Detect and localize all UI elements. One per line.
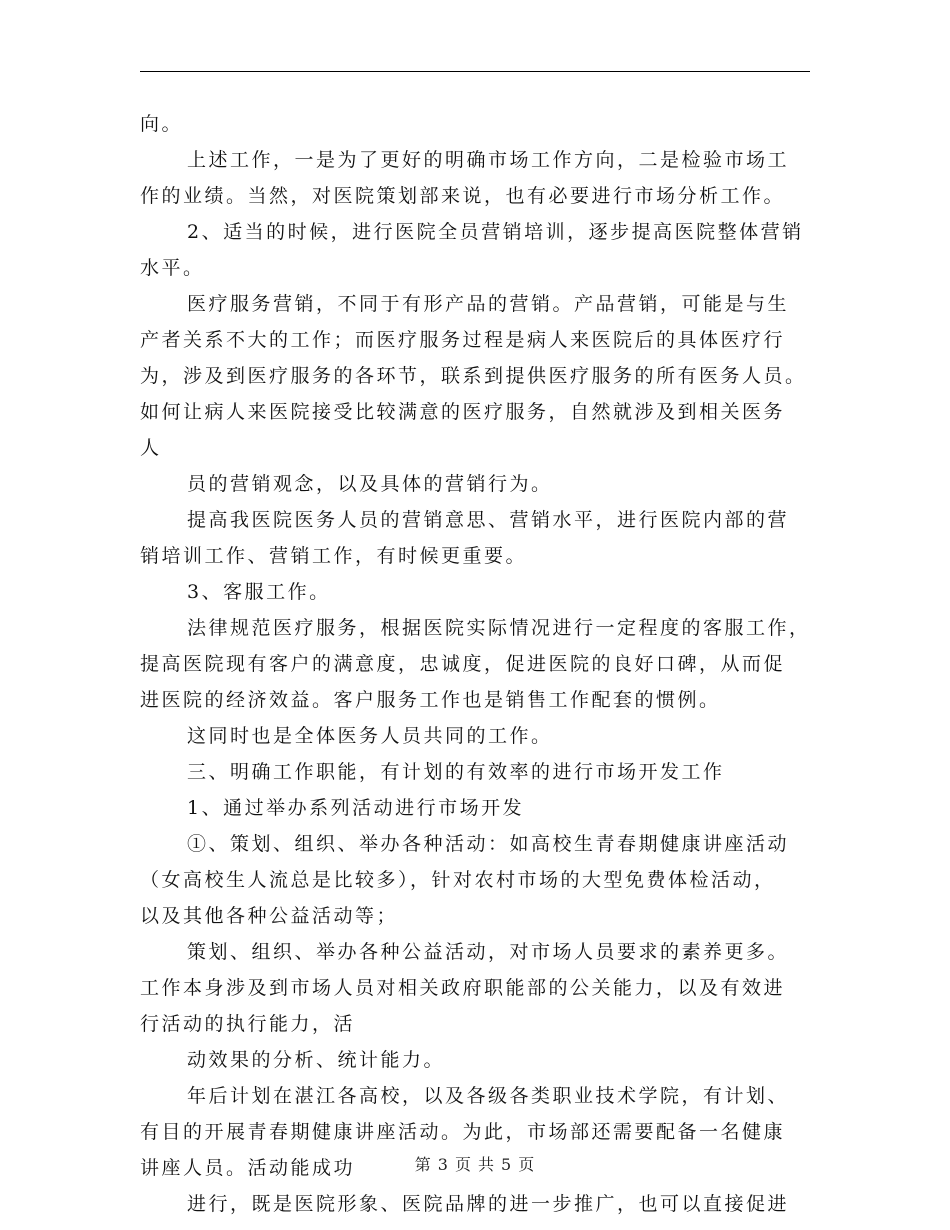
- text-line: 为，涉及到医疗服务的各环节，联系到提供医疗服务的所有医务人员。: [140, 365, 807, 387]
- text-line: 上述工作，一是为了更好的明确市场工作方向，二是检验市场工: [187, 149, 790, 171]
- text-line: 年后计划在湛江各高校，以及各级各类职业技术学院，有计划、: [187, 1085, 790, 1107]
- text-line: 有目的开展青春期健康讲座活动。为此，市场部还需要配备一名健康: [140, 1121, 786, 1143]
- text-line: 进行，既是医院形象、医院品牌的进一步推广，也可以直接促进: [187, 1193, 790, 1215]
- text-line: 策划、组织、举办各种公益活动，对市场人员要求的素养更多。: [187, 941, 790, 963]
- footer-total-pages: 5: [501, 1155, 513, 1174]
- text-line: 1、通过举办系列活动进行市场开发: [187, 797, 525, 819]
- text-line: 产者关系不大的工作；而医疗服务过程是病人来医院后的具体医疗行: [140, 329, 786, 351]
- text-line: 行活动的执行能力，活: [140, 1013, 356, 1035]
- text-line: 动效果的分析、统计能力。: [187, 1049, 446, 1071]
- text-line: 如何让病人来医院接受比较满意的医疗服务，自然就涉及到相关医务: [140, 401, 786, 423]
- text-line: 法律规范医疗服务，根据医院实际情况进行一定程度的客服工作，: [187, 617, 811, 639]
- text-line: 三、明确工作职能，有计划的有效率的进行市场开发工作: [187, 761, 725, 783]
- text-line: 人: [140, 437, 162, 459]
- text-line: 工作本身涉及到市场人员对相关政府职能部的公关能力，以及有效进: [140, 977, 786, 999]
- footer-current-page: 3: [437, 1155, 449, 1174]
- text-line: 向。: [140, 113, 184, 135]
- header-rule: [140, 71, 810, 72]
- text-line: 以及其他各种公益活动等；: [140, 905, 399, 927]
- text-line: 水平。: [140, 257, 205, 279]
- text-line: 员的营销观念，以及具体的营销行为。: [187, 473, 553, 495]
- text-line: 这同时也是全体医务人员共同的工作。: [187, 725, 553, 747]
- text-line: 3、客服工作。: [187, 581, 331, 603]
- footer-middle: 页 共: [454, 1155, 496, 1174]
- text-line: 销培训工作、营销工作，有时候更重要。: [140, 545, 528, 567]
- text-line: 医疗服务营销，不同于有形产品的营销。产品营销，可能是与生: [187, 293, 790, 315]
- text-line: 2、适当的时候，进行医院全员营销培训，逐步提高医院整体营销: [187, 221, 804, 243]
- document-body: [140, 106, 810, 1222]
- text-line: 作的业绩。当然，对医院策划部来说，也有必要进行市场分析工作。: [140, 185, 786, 207]
- footer-suffix: 页: [518, 1155, 536, 1174]
- text-line: 讲座人员。活动能成功: [140, 1157, 356, 1179]
- text-line: 进医院的经济效益。客户服务工作也是销售工作配套的惯例。: [140, 689, 721, 711]
- text-line: 提高医院现有客户的满意度，忠诚度，促进医院的良好口碑，从而促: [140, 653, 786, 675]
- text-line: ①、策划、组织、举办各种活动：如高校生青春期健康讲座活动: [187, 833, 790, 855]
- text-line: 提高我医院医务人员的营销意思、营销水平，进行医院内部的营: [187, 509, 790, 531]
- text-line: （女高校生人流总是比较多），针对农村市场的大型免费体检活动，: [140, 869, 776, 891]
- footer-prefix: 第: [414, 1155, 432, 1174]
- page-footer: [0, 1152, 950, 1175]
